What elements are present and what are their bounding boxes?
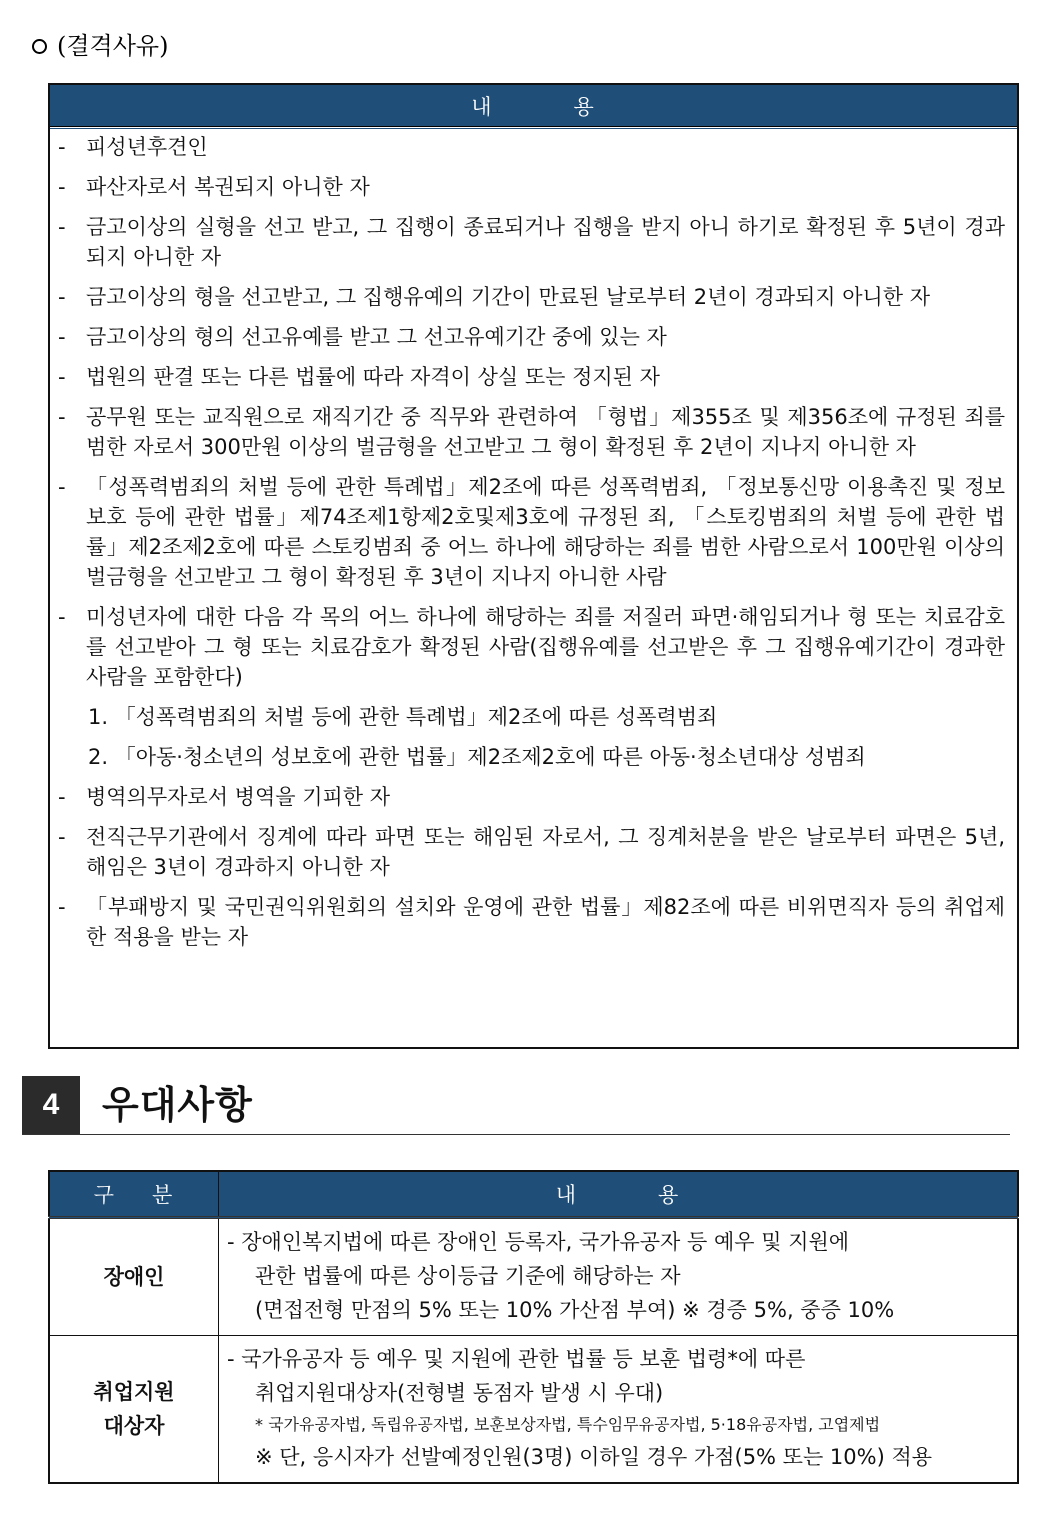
preference-table: [48, 1170, 1019, 1484]
disqualification-list: [50, 130, 1017, 952]
circle-bullet-icon: [32, 39, 47, 54]
list-item: - 금고이상의 형을 선고받고, 그 집행유예의 기간이 만료된 날로부터 2년이 경과되지 아니한 자: [58, 285, 931, 309]
sub-item: 2. 「아동·청소년의 성보호에 관한 법률」제2조제2호에 따른 아동·청소년대상 성범죄: [88, 745, 866, 769]
section-4-header: [22, 1076, 1010, 1135]
row-category: 취업지원 대상자: [49, 1336, 219, 1484]
row-content: - 장애인복지법에 따른 장애인 등록자, 국가유공자 등 예우 및 지원에 관한 법률에 따른 상이등급 기준에 해당하는 자 (면접전형 만점의 5% 또는 10% 가산점 부여) ※ 경증 5%, 중증 10%: [219, 1218, 1019, 1336]
column-header-category: 구 분: [49, 1171, 219, 1218]
list-item: - 피성년후견인: [58, 135, 208, 159]
table-header: 내 용: [50, 85, 1017, 130]
list-item: - 「부패방지 및 국민권익위원회의 설치와 운영에 관한 법률」제82조에 따른 비위면직자 등의 취업제한 적용을 받는 자: [58, 895, 1005, 949]
row-content: - 국가유공자 등 예우 및 지원에 관한 법률 등 보훈 법령*에 따른 취업지원대상자(전형별 동점자 발생 시 우대) * 국가유공자법, 독립유공자법, 보훈보상자법, 특수임무유공자법, 5·18유공자법, 고엽제법 ※ 단, 응시자가 선발예정인원(3명) 이하일 경우 가점(5% 또는 10%) 적용: [219, 1336, 1019, 1484]
sub-item: 1. 「성폭력범죄의 처벌 등에 관한 특례법」제2조에 따른 성폭력범죄: [88, 705, 718, 729]
list-item: - 금고이상의 형의 선고유예를 받고 그 선고유예기간 중에 있는 자: [58, 325, 667, 349]
table-row: [49, 1218, 1018, 1336]
heading-text: (결격사유): [57, 32, 169, 60]
list-item: - 금고이상의 실형을 선고 받고, 그 집행이 종료되거나 집행을 받지 아니 하기로 확정된 후 5년이 경과되지 아니한 자: [58, 215, 1005, 269]
list-item: - 법원의 판결 또는 다른 법률에 따라 자격이 상실 또는 정지된 자: [58, 365, 660, 389]
list-item: - 미성년자에 대한 다음 각 목의 어느 하나에 해당하는 죄를 저질러 파면·해임되거나 형 또는 치료감호를 선고받아 그 형 또는 치료감호가 확정된 사람(집행유예를 선고받은 후 그 집행유예기간이 경과한 사람을 포함한다): [58, 605, 1005, 689]
disqualification-heading: [32, 28, 168, 64]
row-category: 장애인: [49, 1218, 219, 1336]
list-item: - 병역의무자로서 병역을 기피한 자: [58, 785, 391, 809]
list-item: - 공무원 또는 교직원으로 재직기간 중 직무와 관련하여 「형법」제355조 및 제356조에 규정된 죄를 범한 자로서 300만원 이상의 벌금형을 선고받고 그 형이 확정된 후 2년이 지나지 아니한 자: [58, 405, 1005, 459]
disqualification-table: [48, 83, 1019, 1049]
section-title: 우대사항: [102, 1083, 253, 1127]
table-header-row: [49, 1171, 1018, 1218]
list-item: - 「성폭력범죄의 처벌 등에 관한 특례법」제2조에 따른 성폭력범죄, 「정보통신망 이용촉진 및 정보보호 등에 관한 법률」제74조제1항제2호및제3호에 규정된 죄, 「스토킹범죄의 처벌 등에 관한 법률」제2조제2호에 따른 스토킹범죄 중 어느 하나에 해당하는 죄를 범한 사람으로서 100만원 이상의 벌금형을 선고받고 그 형이 확정된 후 3년이 지나지 아니한 사람: [58, 475, 1005, 589]
list-item: - 전직근무기관에서 징계에 따라 파면 또는 해임된 자로서, 그 징계처분을 받은 날로부터 파면은 5년, 해임은 3년이 경과하지 아니한 자: [58, 825, 1005, 879]
list-item: - 파산자로서 복권되지 아니한 자: [58, 175, 370, 199]
table-row: [49, 1336, 1018, 1484]
section-number: 4: [22, 1076, 80, 1134]
footnote: * 국가유공자법, 독립유공자법, 보훈보상자법, 특수임무유공자법, 5·18유공자법, 고엽제법: [255, 1415, 881, 1434]
column-header-content: 내 용: [219, 1171, 1019, 1218]
